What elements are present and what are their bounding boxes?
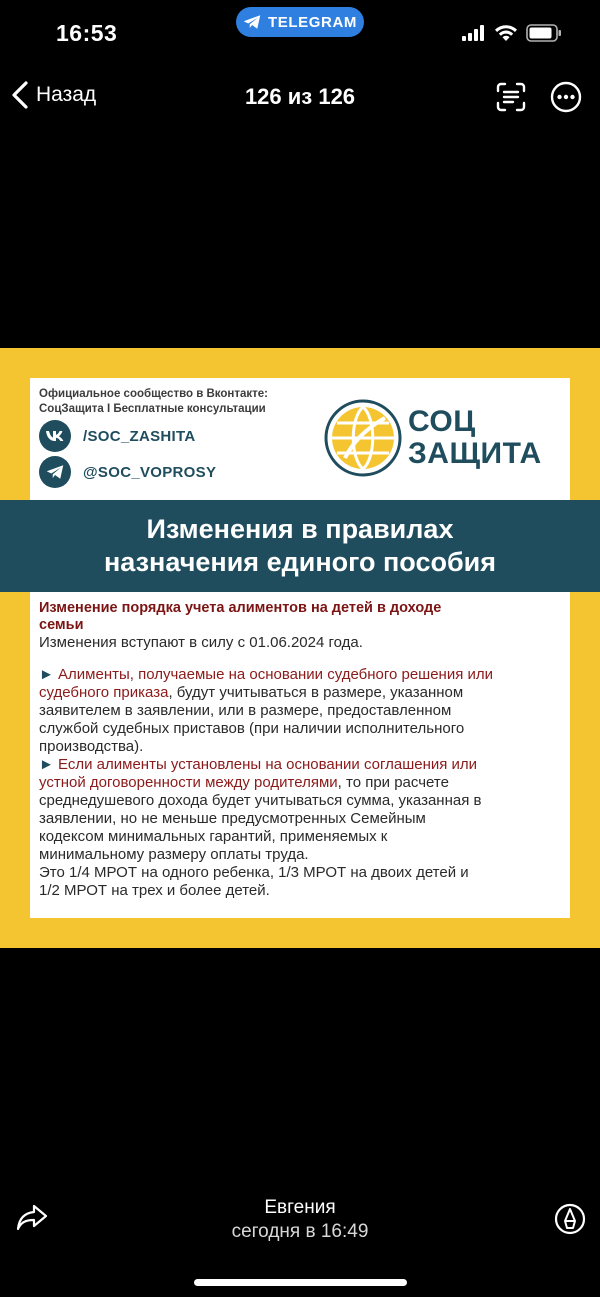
return-app-label: TELEGRAM bbox=[268, 13, 357, 31]
highlight-text: судебного приказа bbox=[39, 684, 169, 701]
media-image[interactable] bbox=[0, 348, 600, 948]
live-text-button[interactable] bbox=[496, 82, 526, 117]
highlight-text: Если алименты установлены на основании соглашения или bbox=[58, 756, 478, 773]
vk-handle: /SOC_ZASHITA bbox=[83, 427, 196, 445]
status-bar bbox=[0, 0, 600, 70]
logo-line: СОЦ bbox=[408, 405, 476, 438]
effective-date-line: Изменения вступают в силу с 01.06.2024 года. bbox=[39, 634, 363, 651]
article-heading-line: семьи bbox=[39, 617, 84, 633]
telegram-row bbox=[39, 456, 216, 488]
more-options-button[interactable] bbox=[550, 81, 582, 118]
ellipsis-circle-icon bbox=[550, 81, 582, 113]
community-title-line: Официальное сообщество в Вконтакте: bbox=[39, 388, 268, 400]
markup-pen-icon bbox=[554, 1203, 586, 1235]
text-line: производства). bbox=[39, 738, 144, 755]
text-line: заявителем в заявлении, или в размере, предоставленном bbox=[39, 702, 452, 719]
text-line: кодексом минимальных гарантий, применяемых к bbox=[39, 828, 388, 845]
community-header-panel bbox=[30, 378, 570, 500]
home-indicator[interactable] bbox=[194, 1279, 407, 1286]
highlight-text: Алименты, получаемые на основании судебного решения или bbox=[58, 666, 494, 683]
text-line: минимальному размеру оплаты труда. bbox=[39, 846, 309, 863]
back-label: Назад bbox=[36, 83, 97, 106]
text-line: Это 1/4 МРОТ на одного ребенка, 1/3 МРОТ на двоих детей и bbox=[39, 864, 469, 881]
community-title-line: СоцЗащита I Бесплатные консультации bbox=[39, 403, 266, 415]
article-heading bbox=[39, 600, 561, 634]
bullet-arrow: ► bbox=[39, 666, 54, 683]
status-time: 16:53 bbox=[56, 20, 118, 46]
bullet-agreement-alimony bbox=[39, 756, 561, 900]
telegram-logo-icon bbox=[39, 456, 71, 488]
signal-icon bbox=[462, 25, 486, 41]
globe-logo-icon bbox=[323, 398, 403, 478]
vk-logo-icon bbox=[39, 420, 71, 452]
text-line: службой судебных приставов (при наличии исполнительного bbox=[39, 720, 465, 737]
wifi-icon bbox=[494, 25, 518, 42]
text-line: заявлении, но не меньше предусмотренных Семейным bbox=[39, 810, 426, 827]
battery-icon bbox=[526, 24, 562, 42]
return-to-telegram-pill[interactable] bbox=[236, 7, 364, 37]
logo-line: ЗАЩИТА bbox=[408, 437, 542, 470]
article-body-panel bbox=[30, 592, 570, 918]
sent-time: сегодня в 16:49 bbox=[231, 1221, 369, 1242]
text-line: , будут учитываться в размере, указанном bbox=[168, 684, 464, 701]
bullet-arrow: ► bbox=[39, 756, 54, 773]
article-heading-line: Изменение порядка учета алиментов на детей в доходе bbox=[39, 600, 442, 616]
text-line: , то при расчете bbox=[337, 774, 449, 791]
scan-text-icon bbox=[496, 82, 526, 112]
highlight-text: устной договоренности между родителями bbox=[39, 774, 338, 791]
text-line: среднедушевого дохода будет учитываться сумма, указанная в bbox=[39, 792, 482, 809]
bullet-court-alimony bbox=[39, 666, 561, 756]
telegram-handle: @SOC_VOPROSY bbox=[83, 463, 217, 481]
markup-button[interactable] bbox=[554, 1203, 586, 1240]
navigation-bar bbox=[0, 72, 600, 122]
media-counter: 126 из 126 bbox=[244, 84, 356, 109]
sender-name: Евгения bbox=[264, 1197, 336, 1218]
vk-row bbox=[39, 420, 196, 452]
status-icons bbox=[462, 24, 562, 42]
logo-wordmark bbox=[408, 406, 542, 470]
headline-line: Изменения в правилах bbox=[146, 514, 454, 544]
headline-banner bbox=[0, 500, 600, 592]
paper-plane-icon bbox=[243, 14, 261, 30]
community-title bbox=[39, 387, 339, 417]
headline-line: назначения единого пособия bbox=[103, 547, 496, 577]
text-line: 1/2 МРОТ на трех и более детей. bbox=[39, 882, 270, 899]
